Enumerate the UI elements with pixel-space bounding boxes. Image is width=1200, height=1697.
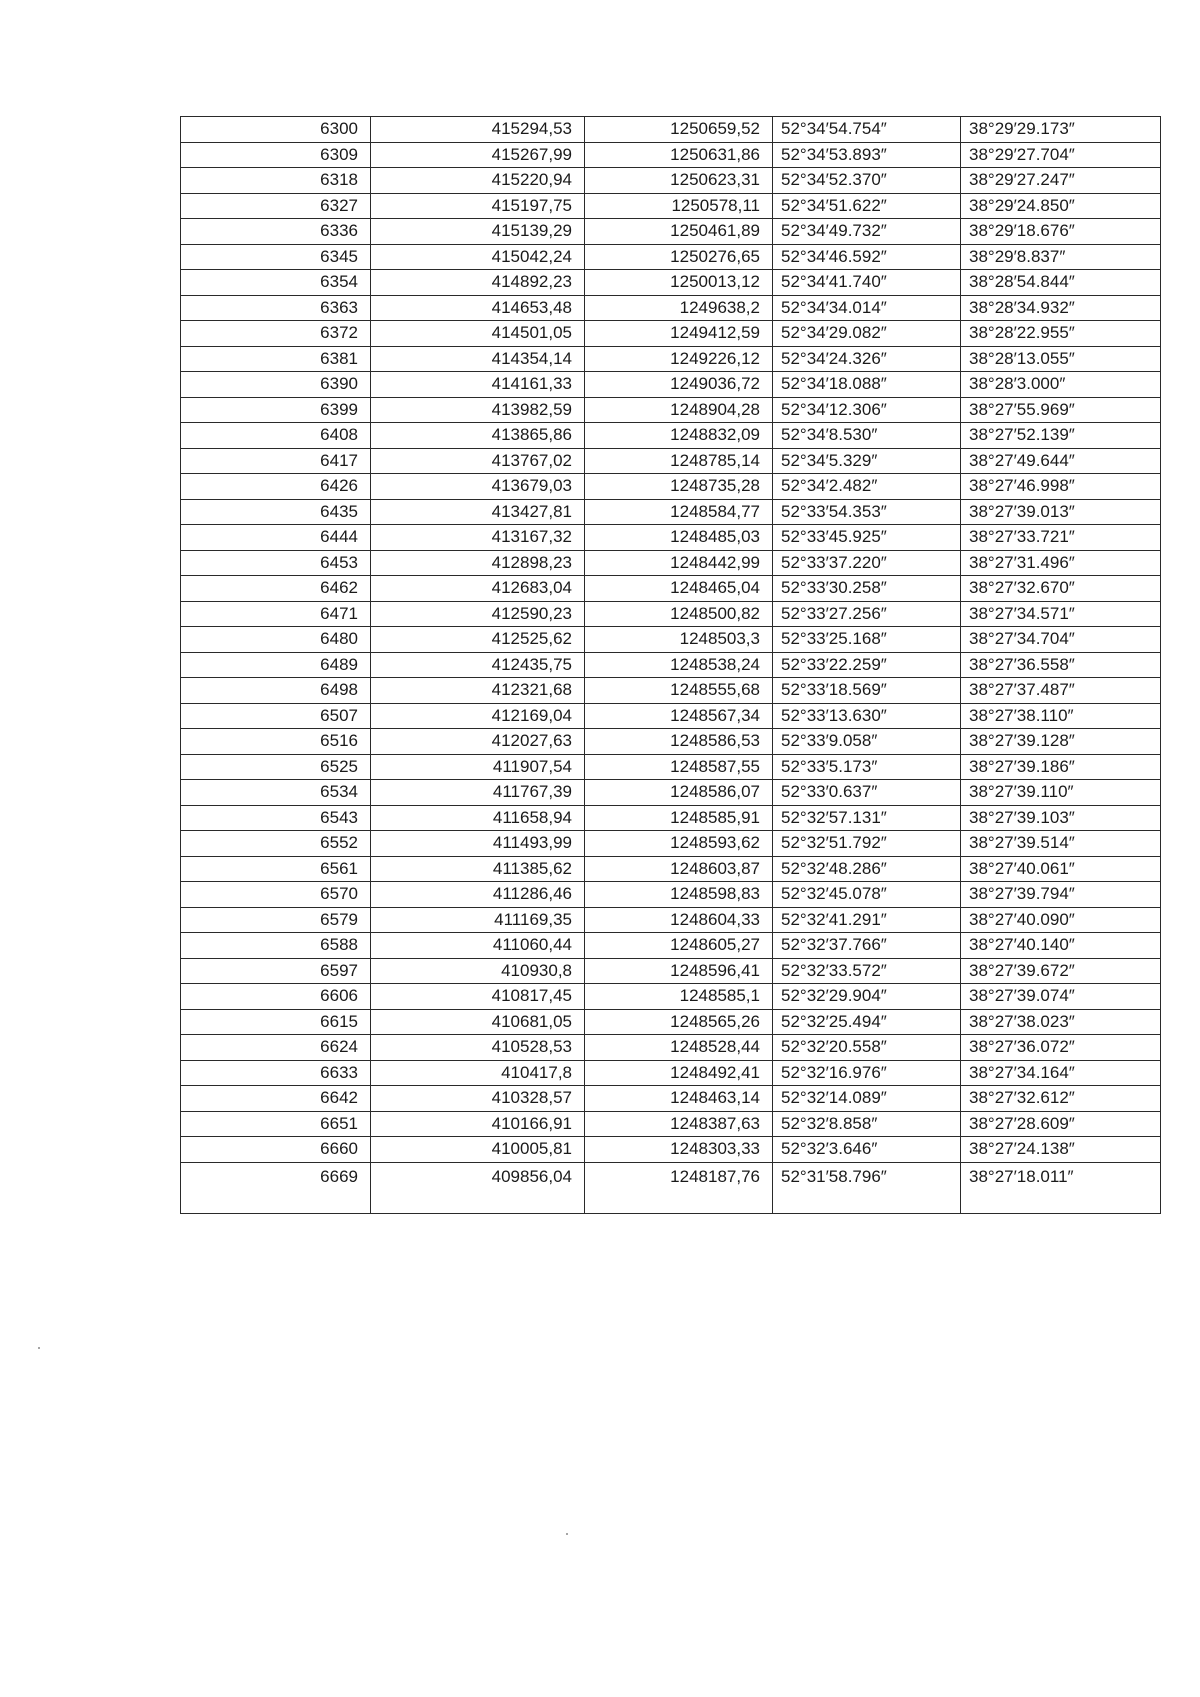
x-coordinate-cell: 413167,32 bbox=[371, 525, 585, 551]
longitude-cell: 38°28′3.000″ bbox=[961, 372, 1161, 398]
x-coordinate-cell: 409856,04 bbox=[371, 1162, 585, 1213]
point-number-cell: 6471 bbox=[181, 601, 371, 627]
longitude-cell: 38°28′22.955″ bbox=[961, 321, 1161, 347]
y-coordinate-cell: 1248585,91 bbox=[585, 805, 773, 831]
longitude-cell: 38°27′46.998″ bbox=[961, 474, 1161, 500]
longitude-cell: 38°28′54.844″ bbox=[961, 270, 1161, 296]
latitude-cell: 52°32′8.858″ bbox=[773, 1111, 961, 1137]
x-coordinate-cell: 410166,91 bbox=[371, 1111, 585, 1137]
longitude-cell: 38°27′39.186″ bbox=[961, 754, 1161, 780]
latitude-cell: 52°33′27.256″ bbox=[773, 601, 961, 627]
longitude-cell: 38°27′39.110″ bbox=[961, 780, 1161, 806]
point-number-cell: 6507 bbox=[181, 703, 371, 729]
y-coordinate-cell: 1248500,82 bbox=[585, 601, 773, 627]
latitude-cell: 52°32′29.904″ bbox=[773, 984, 961, 1010]
point-number-cell: 6399 bbox=[181, 397, 371, 423]
y-coordinate-cell: 1250659,52 bbox=[585, 117, 773, 143]
latitude-cell: 52°34′18.088″ bbox=[773, 372, 961, 398]
latitude-cell: 52°34′49.732″ bbox=[773, 219, 961, 245]
table-row bbox=[181, 372, 1161, 398]
table-row bbox=[181, 882, 1161, 908]
x-coordinate-cell: 411286,46 bbox=[371, 882, 585, 908]
x-coordinate-cell: 412590,23 bbox=[371, 601, 585, 627]
table-row bbox=[181, 1086, 1161, 1112]
latitude-cell: 52°32′48.286″ bbox=[773, 856, 961, 882]
y-coordinate-cell: 1248596,41 bbox=[585, 958, 773, 984]
y-coordinate-cell: 1250013,12 bbox=[585, 270, 773, 296]
x-coordinate-cell: 411169,35 bbox=[371, 907, 585, 933]
x-coordinate-cell: 412898,23 bbox=[371, 550, 585, 576]
y-coordinate-cell: 1248605,27 bbox=[585, 933, 773, 959]
coordinates-table-body bbox=[181, 117, 1161, 1214]
latitude-cell: 52°34′12.306″ bbox=[773, 397, 961, 423]
longitude-cell: 38°27′40.061″ bbox=[961, 856, 1161, 882]
point-number-cell: 6660 bbox=[181, 1137, 371, 1163]
longitude-cell: 38°27′55.969″ bbox=[961, 397, 1161, 423]
latitude-cell: 52°33′30.258″ bbox=[773, 576, 961, 602]
table-row bbox=[181, 652, 1161, 678]
longitude-cell: 38°27′39.672″ bbox=[961, 958, 1161, 984]
longitude-cell: 38°27′39.794″ bbox=[961, 882, 1161, 908]
y-coordinate-cell: 1249412,59 bbox=[585, 321, 773, 347]
table-row bbox=[181, 780, 1161, 806]
table-row bbox=[181, 244, 1161, 270]
x-coordinate-cell: 411907,54 bbox=[371, 754, 585, 780]
x-coordinate-cell: 410817,45 bbox=[371, 984, 585, 1010]
y-coordinate-cell: 1248598,83 bbox=[585, 882, 773, 908]
latitude-cell: 52°32′33.572″ bbox=[773, 958, 961, 984]
y-coordinate-cell: 1248604,33 bbox=[585, 907, 773, 933]
latitude-cell: 52°33′54.353″ bbox=[773, 499, 961, 525]
longitude-cell: 38°27′32.670″ bbox=[961, 576, 1161, 602]
x-coordinate-cell: 411060,44 bbox=[371, 933, 585, 959]
y-coordinate-cell: 1248565,26 bbox=[585, 1009, 773, 1035]
table-row bbox=[181, 1060, 1161, 1086]
point-number-cell: 6606 bbox=[181, 984, 371, 1010]
point-number-cell: 6408 bbox=[181, 423, 371, 449]
y-coordinate-cell: 1248492,41 bbox=[585, 1060, 773, 1086]
y-coordinate-cell: 1249036,72 bbox=[585, 372, 773, 398]
point-number-cell: 6543 bbox=[181, 805, 371, 831]
longitude-cell: 38°27′34.704″ bbox=[961, 627, 1161, 653]
longitude-cell: 38°27′37.487″ bbox=[961, 678, 1161, 704]
latitude-cell: 52°33′5.173″ bbox=[773, 754, 961, 780]
latitude-cell: 52°34′29.082″ bbox=[773, 321, 961, 347]
scan-speck bbox=[38, 1347, 40, 1349]
y-coordinate-cell: 1248567,34 bbox=[585, 703, 773, 729]
point-number-cell: 6669 bbox=[181, 1162, 371, 1213]
y-coordinate-cell: 1250276,65 bbox=[585, 244, 773, 270]
x-coordinate-cell: 410417,8 bbox=[371, 1060, 585, 1086]
latitude-cell: 52°33′45.925″ bbox=[773, 525, 961, 551]
longitude-cell: 38°29′27.247″ bbox=[961, 168, 1161, 194]
x-coordinate-cell: 414161,33 bbox=[371, 372, 585, 398]
y-coordinate-cell: 1248463,14 bbox=[585, 1086, 773, 1112]
table-row bbox=[181, 907, 1161, 933]
table-row bbox=[181, 1162, 1161, 1213]
table-row bbox=[181, 729, 1161, 755]
latitude-cell: 52°33′25.168″ bbox=[773, 627, 961, 653]
table-row bbox=[181, 754, 1161, 780]
x-coordinate-cell: 412027,63 bbox=[371, 729, 585, 755]
latitude-cell: 52°34′51.622″ bbox=[773, 193, 961, 219]
latitude-cell: 52°34′52.370″ bbox=[773, 168, 961, 194]
longitude-cell: 38°27′38.110″ bbox=[961, 703, 1161, 729]
longitude-cell: 38°27′36.558″ bbox=[961, 652, 1161, 678]
y-coordinate-cell: 1249638,2 bbox=[585, 295, 773, 321]
y-coordinate-cell: 1248442,99 bbox=[585, 550, 773, 576]
table-row bbox=[181, 117, 1161, 143]
table-row bbox=[181, 193, 1161, 219]
table-row bbox=[181, 321, 1161, 347]
point-number-cell: 6489 bbox=[181, 652, 371, 678]
x-coordinate-cell: 411767,39 bbox=[371, 780, 585, 806]
point-number-cell: 6327 bbox=[181, 193, 371, 219]
point-number-cell: 6588 bbox=[181, 933, 371, 959]
table-row bbox=[181, 703, 1161, 729]
table-row bbox=[181, 474, 1161, 500]
point-number-cell: 6417 bbox=[181, 448, 371, 474]
longitude-cell: 38°27′36.072″ bbox=[961, 1035, 1161, 1061]
longitude-cell: 38°27′52.139″ bbox=[961, 423, 1161, 449]
point-number-cell: 6453 bbox=[181, 550, 371, 576]
y-coordinate-cell: 1249226,12 bbox=[585, 346, 773, 372]
point-number-cell: 6381 bbox=[181, 346, 371, 372]
longitude-cell: 38°27′39.074″ bbox=[961, 984, 1161, 1010]
table-row bbox=[181, 1009, 1161, 1035]
table-row bbox=[181, 856, 1161, 882]
table-row bbox=[181, 219, 1161, 245]
latitude-cell: 52°34′54.754″ bbox=[773, 117, 961, 143]
table-row bbox=[181, 525, 1161, 551]
point-number-cell: 6480 bbox=[181, 627, 371, 653]
latitude-cell: 52°34′5.329″ bbox=[773, 448, 961, 474]
point-number-cell: 6390 bbox=[181, 372, 371, 398]
longitude-cell: 38°29′18.676″ bbox=[961, 219, 1161, 245]
longitude-cell: 38°27′33.721″ bbox=[961, 525, 1161, 551]
latitude-cell: 52°32′45.078″ bbox=[773, 882, 961, 908]
latitude-cell: 52°32′57.131″ bbox=[773, 805, 961, 831]
point-number-cell: 6345 bbox=[181, 244, 371, 270]
point-number-cell: 6624 bbox=[181, 1035, 371, 1061]
longitude-cell: 38°27′38.023″ bbox=[961, 1009, 1161, 1035]
point-number-cell: 6642 bbox=[181, 1086, 371, 1112]
point-number-cell: 6462 bbox=[181, 576, 371, 602]
x-coordinate-cell: 414501,05 bbox=[371, 321, 585, 347]
x-coordinate-cell: 410528,53 bbox=[371, 1035, 585, 1061]
y-coordinate-cell: 1248904,28 bbox=[585, 397, 773, 423]
longitude-cell: 38°27′39.128″ bbox=[961, 729, 1161, 755]
point-number-cell: 6633 bbox=[181, 1060, 371, 1086]
y-coordinate-cell: 1248187,76 bbox=[585, 1162, 773, 1213]
table-row bbox=[181, 805, 1161, 831]
x-coordinate-cell: 415294,53 bbox=[371, 117, 585, 143]
y-coordinate-cell: 1248593,62 bbox=[585, 831, 773, 857]
latitude-cell: 52°31′58.796″ bbox=[773, 1162, 961, 1213]
y-coordinate-cell: 1248603,87 bbox=[585, 856, 773, 882]
table-row bbox=[181, 423, 1161, 449]
x-coordinate-cell: 414653,48 bbox=[371, 295, 585, 321]
longitude-cell: 38°27′31.496″ bbox=[961, 550, 1161, 576]
latitude-cell: 52°32′25.494″ bbox=[773, 1009, 961, 1035]
latitude-cell: 52°32′14.089″ bbox=[773, 1086, 961, 1112]
table-row bbox=[181, 1035, 1161, 1061]
point-number-cell: 6615 bbox=[181, 1009, 371, 1035]
point-number-cell: 6552 bbox=[181, 831, 371, 857]
x-coordinate-cell: 411493,99 bbox=[371, 831, 585, 857]
x-coordinate-cell: 413427,81 bbox=[371, 499, 585, 525]
longitude-cell: 38°29′24.850″ bbox=[961, 193, 1161, 219]
longitude-cell: 38°27′39.514″ bbox=[961, 831, 1161, 857]
table-row bbox=[181, 295, 1161, 321]
latitude-cell: 52°34′34.014″ bbox=[773, 295, 961, 321]
y-coordinate-cell: 1248503,3 bbox=[585, 627, 773, 653]
x-coordinate-cell: 412683,04 bbox=[371, 576, 585, 602]
x-coordinate-cell: 415267,99 bbox=[371, 142, 585, 168]
y-coordinate-cell: 1250461,89 bbox=[585, 219, 773, 245]
table-row bbox=[181, 397, 1161, 423]
y-coordinate-cell: 1248585,1 bbox=[585, 984, 773, 1010]
latitude-cell: 52°33′37.220″ bbox=[773, 550, 961, 576]
table-row bbox=[181, 142, 1161, 168]
x-coordinate-cell: 411658,94 bbox=[371, 805, 585, 831]
point-number-cell: 6561 bbox=[181, 856, 371, 882]
longitude-cell: 38°27′49.644″ bbox=[961, 448, 1161, 474]
latitude-cell: 52°32′3.646″ bbox=[773, 1137, 961, 1163]
longitude-cell: 38°28′13.055″ bbox=[961, 346, 1161, 372]
point-number-cell: 6435 bbox=[181, 499, 371, 525]
longitude-cell: 38°29′27.704″ bbox=[961, 142, 1161, 168]
y-coordinate-cell: 1248465,04 bbox=[585, 576, 773, 602]
y-coordinate-cell: 1248485,03 bbox=[585, 525, 773, 551]
table-row bbox=[181, 499, 1161, 525]
x-coordinate-cell: 413679,03 bbox=[371, 474, 585, 500]
table-row bbox=[181, 346, 1161, 372]
x-coordinate-cell: 411385,62 bbox=[371, 856, 585, 882]
y-coordinate-cell: 1248586,53 bbox=[585, 729, 773, 755]
point-number-cell: 6579 bbox=[181, 907, 371, 933]
x-coordinate-cell: 410930,8 bbox=[371, 958, 585, 984]
point-number-cell: 6363 bbox=[181, 295, 371, 321]
latitude-cell: 52°33′18.569″ bbox=[773, 678, 961, 704]
x-coordinate-cell: 412435,75 bbox=[371, 652, 585, 678]
y-coordinate-cell: 1248303,33 bbox=[585, 1137, 773, 1163]
table-row bbox=[181, 448, 1161, 474]
x-coordinate-cell: 413767,02 bbox=[371, 448, 585, 474]
y-coordinate-cell: 1248785,14 bbox=[585, 448, 773, 474]
longitude-cell: 38°27′24.138″ bbox=[961, 1137, 1161, 1163]
x-coordinate-cell: 410005,81 bbox=[371, 1137, 585, 1163]
latitude-cell: 52°34′46.592″ bbox=[773, 244, 961, 270]
latitude-cell: 52°33′9.058″ bbox=[773, 729, 961, 755]
longitude-cell: 38°27′40.140″ bbox=[961, 933, 1161, 959]
point-number-cell: 6444 bbox=[181, 525, 371, 551]
latitude-cell: 52°34′24.326″ bbox=[773, 346, 961, 372]
x-coordinate-cell: 415139,29 bbox=[371, 219, 585, 245]
latitude-cell: 52°34′2.482″ bbox=[773, 474, 961, 500]
longitude-cell: 38°27′40.090″ bbox=[961, 907, 1161, 933]
y-coordinate-cell: 1250623,31 bbox=[585, 168, 773, 194]
table-row bbox=[181, 1111, 1161, 1137]
longitude-cell: 38°28′34.932″ bbox=[961, 295, 1161, 321]
longitude-cell: 38°27′34.571″ bbox=[961, 601, 1161, 627]
point-number-cell: 6498 bbox=[181, 678, 371, 704]
longitude-cell: 38°27′32.612″ bbox=[961, 1086, 1161, 1112]
point-number-cell: 6534 bbox=[181, 780, 371, 806]
y-coordinate-cell: 1248538,24 bbox=[585, 652, 773, 678]
table-row bbox=[181, 1137, 1161, 1163]
point-number-cell: 6651 bbox=[181, 1111, 371, 1137]
table-row bbox=[181, 168, 1161, 194]
point-number-cell: 6525 bbox=[181, 754, 371, 780]
latitude-cell: 52°32′51.792″ bbox=[773, 831, 961, 857]
x-coordinate-cell: 415197,75 bbox=[371, 193, 585, 219]
x-coordinate-cell: 410681,05 bbox=[371, 1009, 585, 1035]
x-coordinate-cell: 412169,04 bbox=[371, 703, 585, 729]
latitude-cell: 52°33′0.637″ bbox=[773, 780, 961, 806]
table-row bbox=[181, 831, 1161, 857]
longitude-cell: 38°27′39.013″ bbox=[961, 499, 1161, 525]
latitude-cell: 52°34′41.740″ bbox=[773, 270, 961, 296]
table-row bbox=[181, 627, 1161, 653]
point-number-cell: 6300 bbox=[181, 117, 371, 143]
y-coordinate-cell: 1248528,44 bbox=[585, 1035, 773, 1061]
latitude-cell: 52°32′37.766″ bbox=[773, 933, 961, 959]
latitude-cell: 52°32′20.558″ bbox=[773, 1035, 961, 1061]
x-coordinate-cell: 412321,68 bbox=[371, 678, 585, 704]
table-row bbox=[181, 678, 1161, 704]
x-coordinate-cell: 415042,24 bbox=[371, 244, 585, 270]
point-number-cell: 6309 bbox=[181, 142, 371, 168]
point-number-cell: 6570 bbox=[181, 882, 371, 908]
x-coordinate-cell: 413982,59 bbox=[371, 397, 585, 423]
point-number-cell: 6597 bbox=[181, 958, 371, 984]
x-coordinate-cell: 414892,23 bbox=[371, 270, 585, 296]
point-number-cell: 6516 bbox=[181, 729, 371, 755]
point-number-cell: 6426 bbox=[181, 474, 371, 500]
point-number-cell: 6372 bbox=[181, 321, 371, 347]
latitude-cell: 52°34′53.893″ bbox=[773, 142, 961, 168]
table-row bbox=[181, 958, 1161, 984]
x-coordinate-cell: 413865,86 bbox=[371, 423, 585, 449]
longitude-cell: 38°27′28.609″ bbox=[961, 1111, 1161, 1137]
y-coordinate-cell: 1250631,86 bbox=[585, 142, 773, 168]
coordinates-table bbox=[180, 116, 1161, 1214]
latitude-cell: 52°33′13.630″ bbox=[773, 703, 961, 729]
y-coordinate-cell: 1248387,63 bbox=[585, 1111, 773, 1137]
point-number-cell: 6318 bbox=[181, 168, 371, 194]
longitude-cell: 38°29′8.837″ bbox=[961, 244, 1161, 270]
latitude-cell: 52°33′22.259″ bbox=[773, 652, 961, 678]
y-coordinate-cell: 1248735,28 bbox=[585, 474, 773, 500]
table-row bbox=[181, 550, 1161, 576]
longitude-cell: 38°27′39.103″ bbox=[961, 805, 1161, 831]
x-coordinate-cell: 415220,94 bbox=[371, 168, 585, 194]
y-coordinate-cell: 1248586,07 bbox=[585, 780, 773, 806]
table-row bbox=[181, 576, 1161, 602]
longitude-cell: 38°29′29.173″ bbox=[961, 117, 1161, 143]
y-coordinate-cell: 1248587,55 bbox=[585, 754, 773, 780]
x-coordinate-cell: 410328,57 bbox=[371, 1086, 585, 1112]
y-coordinate-cell: 1248555,68 bbox=[585, 678, 773, 704]
latitude-cell: 52°32′41.291″ bbox=[773, 907, 961, 933]
point-number-cell: 6336 bbox=[181, 219, 371, 245]
y-coordinate-cell: 1250578,11 bbox=[585, 193, 773, 219]
table-row bbox=[181, 933, 1161, 959]
longitude-cell: 38°27′34.164″ bbox=[961, 1060, 1161, 1086]
y-coordinate-cell: 1248832,09 bbox=[585, 423, 773, 449]
x-coordinate-cell: 414354,14 bbox=[371, 346, 585, 372]
x-coordinate-cell: 412525,62 bbox=[371, 627, 585, 653]
latitude-cell: 52°34′8.530″ bbox=[773, 423, 961, 449]
point-number-cell: 6354 bbox=[181, 270, 371, 296]
table-row bbox=[181, 984, 1161, 1010]
y-coordinate-cell: 1248584,77 bbox=[585, 499, 773, 525]
scan-speck bbox=[566, 1533, 568, 1535]
longitude-cell: 38°27′18.011″ bbox=[961, 1162, 1161, 1213]
table-row bbox=[181, 270, 1161, 296]
latitude-cell: 52°32′16.976″ bbox=[773, 1060, 961, 1086]
table-row bbox=[181, 601, 1161, 627]
